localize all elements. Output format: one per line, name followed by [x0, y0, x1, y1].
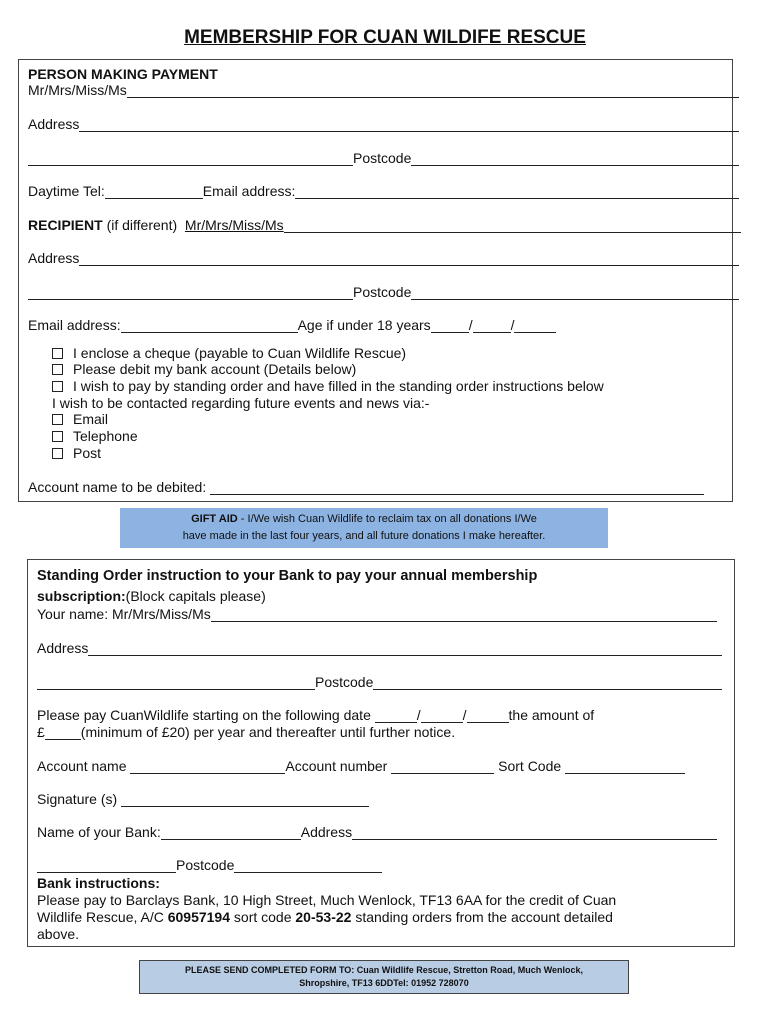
- so-minimum-text: (minimum of £20) per year and thereafter until further notice.: [80, 724, 456, 740]
- standing-order-heading: Standing Order instruction to your Bank to pay your annual membership: [37, 568, 538, 584]
- so-amount-field[interactable]: [45, 725, 81, 740]
- payer-postcode-row: [28, 150, 739, 166]
- so-signature-label: Signature (s): [37, 791, 118, 807]
- payer-address-line2-field[interactable]: [28, 151, 353, 166]
- date-separator: /: [468, 317, 473, 333]
- so-postcode-label: Postcode: [315, 674, 374, 690]
- contact-post-option[interactable]: [52, 445, 101, 461]
- so-amount-row: [37, 724, 455, 740]
- payer-name-field[interactable]: [127, 83, 739, 98]
- payer-postcode-label: Postcode: [353, 150, 412, 166]
- recipient-age-label: Age if under 18 years: [297, 317, 431, 333]
- payer-heading: PERSON MAKING PAYMENT: [28, 66, 218, 82]
- so-name-field[interactable]: [211, 607, 717, 622]
- recipient-email-field[interactable]: [121, 318, 298, 333]
- checkbox[interactable]: [52, 431, 63, 442]
- form-title: MEMBERSHIP FOR CUAN WILDIFE RESCUE: [184, 27, 586, 48]
- contact-email-option[interactable]: [52, 411, 108, 427]
- option-label: I enclose a cheque (payable to Cuan Wildlife Rescue): [73, 345, 407, 361]
- option-label: I wish to pay by standing order and have filled in the standing order instructions below: [73, 378, 604, 394]
- recipient-address-field[interactable]: [79, 251, 739, 266]
- account-name-debit-row: [28, 479, 704, 495]
- option-label: Email: [73, 411, 109, 427]
- contact-telephone-option[interactable]: [52, 428, 138, 444]
- so-account-number-field[interactable]: [391, 759, 494, 774]
- so-address-line2-field[interactable]: [37, 675, 315, 690]
- checkbox[interactable]: [52, 381, 63, 392]
- payer-email-label: Email address:: [202, 183, 296, 199]
- so-address-field[interactable]: [88, 641, 722, 656]
- checkbox[interactable]: [52, 448, 63, 459]
- so-start-row: [37, 707, 594, 723]
- bank-instructions-line-1: Please pay to Barclays Bank, 10 High Street, Much Wenlock, TF13 6AA for the credit of Cuan: [37, 892, 617, 908]
- so-bank-postcode-field[interactable]: [234, 858, 382, 873]
- so-start-year-field[interactable]: [467, 708, 509, 723]
- bank-instructions-line-2: Wildlife Rescue, A/C 60957194 sort code 20-53-22 standing orders from the account detailed: [37, 909, 613, 925]
- bank-instructions: [37, 875, 727, 943]
- recipient-email-label: Email address:: [28, 317, 121, 333]
- checkbox[interactable]: [52, 348, 63, 359]
- so-name-label: Your name: Mr/Mrs/Miss/Ms: [37, 606, 211, 622]
- contact-prompt: I wish to be contacted regarding future events and news via:-: [52, 395, 430, 411]
- so-name-row: [37, 606, 717, 622]
- recipient-dob-day-field[interactable]: [431, 318, 469, 333]
- payer-address-field[interactable]: [79, 117, 739, 132]
- payer-tel-label: Daytime Tel:: [28, 183, 105, 199]
- so-bank-postcode-row: [37, 857, 382, 873]
- checkbox[interactable]: [52, 364, 63, 375]
- so-bank-name-field[interactable]: [161, 825, 301, 840]
- so-start-label: Please pay CuanWildlife starting on the following date: [37, 707, 371, 723]
- recipient-postcode-label: Postcode: [353, 284, 412, 300]
- option-label: Please debit my bank account (Details below): [73, 361, 357, 377]
- so-signature-field[interactable]: [121, 792, 369, 807]
- recipient-address-line2-field[interactable]: [28, 285, 353, 300]
- sort-code-value: 20-53-22: [295, 909, 352, 925]
- footer-line-2: Shropshire, TF13 6DDTel: 01952 728070: [299, 978, 469, 988]
- account-name-debit-label: Account name to be debited:: [28, 479, 207, 495]
- payer-address-row: [28, 116, 739, 132]
- so-address-row: [37, 640, 722, 656]
- so-postcode-field[interactable]: [373, 675, 722, 690]
- recipient-dob-month-field[interactable]: [473, 318, 511, 333]
- gift-aid-label: GIFT AID: [191, 513, 238, 525]
- recipient-postcode-field[interactable]: [411, 285, 739, 300]
- payer-tel-field[interactable]: [105, 184, 203, 199]
- so-account-number-label: Account number: [285, 758, 388, 774]
- recipient-address-row: [28, 250, 739, 266]
- payer-name-row: [28, 82, 739, 98]
- date-separator: /: [462, 707, 467, 723]
- so-bank-name-label: Name of your Bank:: [37, 824, 161, 840]
- pound-sign: £: [37, 724, 45, 740]
- gift-aid-text: - I/We wish Cuan Wildlife to reclaim tax on all donations I/We: [237, 513, 537, 525]
- recipient-name-field[interactable]: [284, 218, 741, 233]
- so-postcode-row: [37, 674, 722, 690]
- date-separator: /: [416, 707, 421, 723]
- recipient-name-row: [28, 217, 741, 233]
- account-name-debit-field[interactable]: [210, 480, 704, 495]
- recipient-address-label: Address: [28, 250, 80, 266]
- payer-address-label: Address: [28, 116, 80, 132]
- so-bank-row: [37, 824, 717, 840]
- recipient-note: (if different): [106, 217, 178, 233]
- recipient-postcode-row: [28, 284, 739, 300]
- option-standing-order[interactable]: [52, 378, 604, 394]
- so-start-day-field[interactable]: [375, 708, 417, 723]
- so-account-name-field[interactable]: [130, 759, 285, 774]
- payer-contact-row: [28, 183, 739, 199]
- footer-line-1: PLEASE SEND COMPLETED FORM TO: Cuan Wildlife Rescue, Stretton Road, Much Wenlock,: [184, 965, 584, 975]
- so-bank-address-label: Address: [300, 824, 353, 840]
- so-address-label: Address: [37, 640, 89, 656]
- so-bank-address-field[interactable]: [352, 825, 717, 840]
- checkbox[interactable]: [52, 414, 63, 425]
- bank-instructions-heading: Bank instructions:: [37, 875, 160, 891]
- so-account-row: [37, 758, 685, 774]
- payer-email-field[interactable]: [295, 184, 739, 199]
- account-number-value: 60957194: [167, 909, 231, 925]
- so-sort-code-field[interactable]: [565, 759, 685, 774]
- so-signature-row: [37, 791, 369, 807]
- recipient-salutation-label: Mr/Mrs/Miss/Ms: [184, 217, 284, 233]
- recipient-heading: RECIPIENT: [28, 217, 103, 233]
- gift-aid-box[interactable]: [120, 508, 608, 548]
- payer-postcode-field[interactable]: [411, 151, 739, 166]
- so-bank-postcode-label: Postcode: [176, 857, 235, 873]
- send-to-footer: [139, 960, 629, 994]
- gift-aid-text-2: have made in the last four years, and all future donations I make hereafter.: [182, 530, 546, 542]
- so-bank-address-line2-field[interactable]: [37, 858, 176, 873]
- bank-instructions-line-3: above.: [37, 926, 80, 942]
- option-label: Telephone: [73, 428, 138, 444]
- standing-order-subheading: subscription: (Block capitals please): [37, 588, 266, 604]
- option-bank-debit[interactable]: [52, 361, 356, 377]
- so-sort-code-label: Sort Code: [498, 758, 562, 774]
- option-label: Post: [73, 445, 102, 461]
- so-account-name-label: Account name: [37, 758, 127, 774]
- recipient-email-row: [28, 317, 556, 333]
- date-separator: /: [510, 317, 515, 333]
- payer-salutation-label: Mr/Mrs/Miss/Ms: [28, 82, 127, 98]
- recipient-dob-year-field[interactable]: [514, 318, 556, 333]
- option-cheque[interactable]: [52, 345, 406, 361]
- so-start-month-field[interactable]: [421, 708, 463, 723]
- so-amount-label: the amount of: [508, 707, 595, 723]
